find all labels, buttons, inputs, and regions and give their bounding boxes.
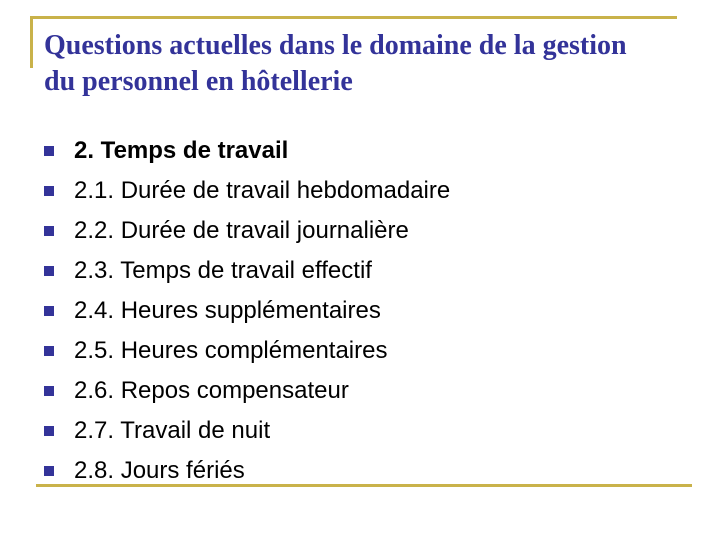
- slide-title-line-1: Questions actuelles dans le domaine de la gestion: [44, 30, 627, 61]
- bullet-text: 2.3. Temps de travail effectif: [74, 257, 372, 284]
- bullet-item: [44, 331, 450, 371]
- bullet-text: 2.1. Durée de travail hebdomadaire: [74, 177, 451, 204]
- square-bullet-icon: [44, 226, 54, 236]
- slide-title: [44, 28, 684, 100]
- square-bullet-icon: [44, 466, 54, 476]
- slide-title-line-2: du personnel en hôtellerie: [44, 66, 353, 97]
- bullet-text: 2.5. Heures complémentaires: [74, 337, 388, 364]
- square-bullet-icon: [44, 146, 54, 156]
- frame-top-line: [30, 16, 677, 19]
- bullet-item: [44, 371, 450, 411]
- bullet-text: 2.2. Durée de travail journalière: [74, 217, 409, 244]
- square-bullet-icon: [44, 306, 54, 316]
- square-bullet-icon: [44, 186, 54, 196]
- bullet-item: [44, 291, 450, 331]
- bullet-text: 2.4. Heures supplémentaires: [74, 297, 381, 324]
- bullet-item: [44, 211, 450, 251]
- bullet-text: 2.7. Travail de nuit: [74, 417, 271, 444]
- square-bullet-icon: [44, 346, 54, 356]
- frame-left-line: [30, 16, 33, 68]
- bullet-item: [44, 171, 450, 211]
- bullet-item: [44, 131, 450, 171]
- bullet-text: 2. Temps de travail: [74, 137, 289, 164]
- frame-bottom-line: [36, 484, 692, 487]
- square-bullet-icon: [44, 426, 54, 436]
- bullet-item: [44, 251, 450, 291]
- square-bullet-icon: [44, 386, 54, 396]
- bullet-list: [44, 131, 450, 491]
- bullet-item: [44, 411, 450, 451]
- square-bullet-icon: [44, 266, 54, 276]
- bullet-text: 2.6. Repos compensateur: [74, 377, 349, 404]
- bullet-text: 2.8. Jours fériés: [74, 457, 245, 484]
